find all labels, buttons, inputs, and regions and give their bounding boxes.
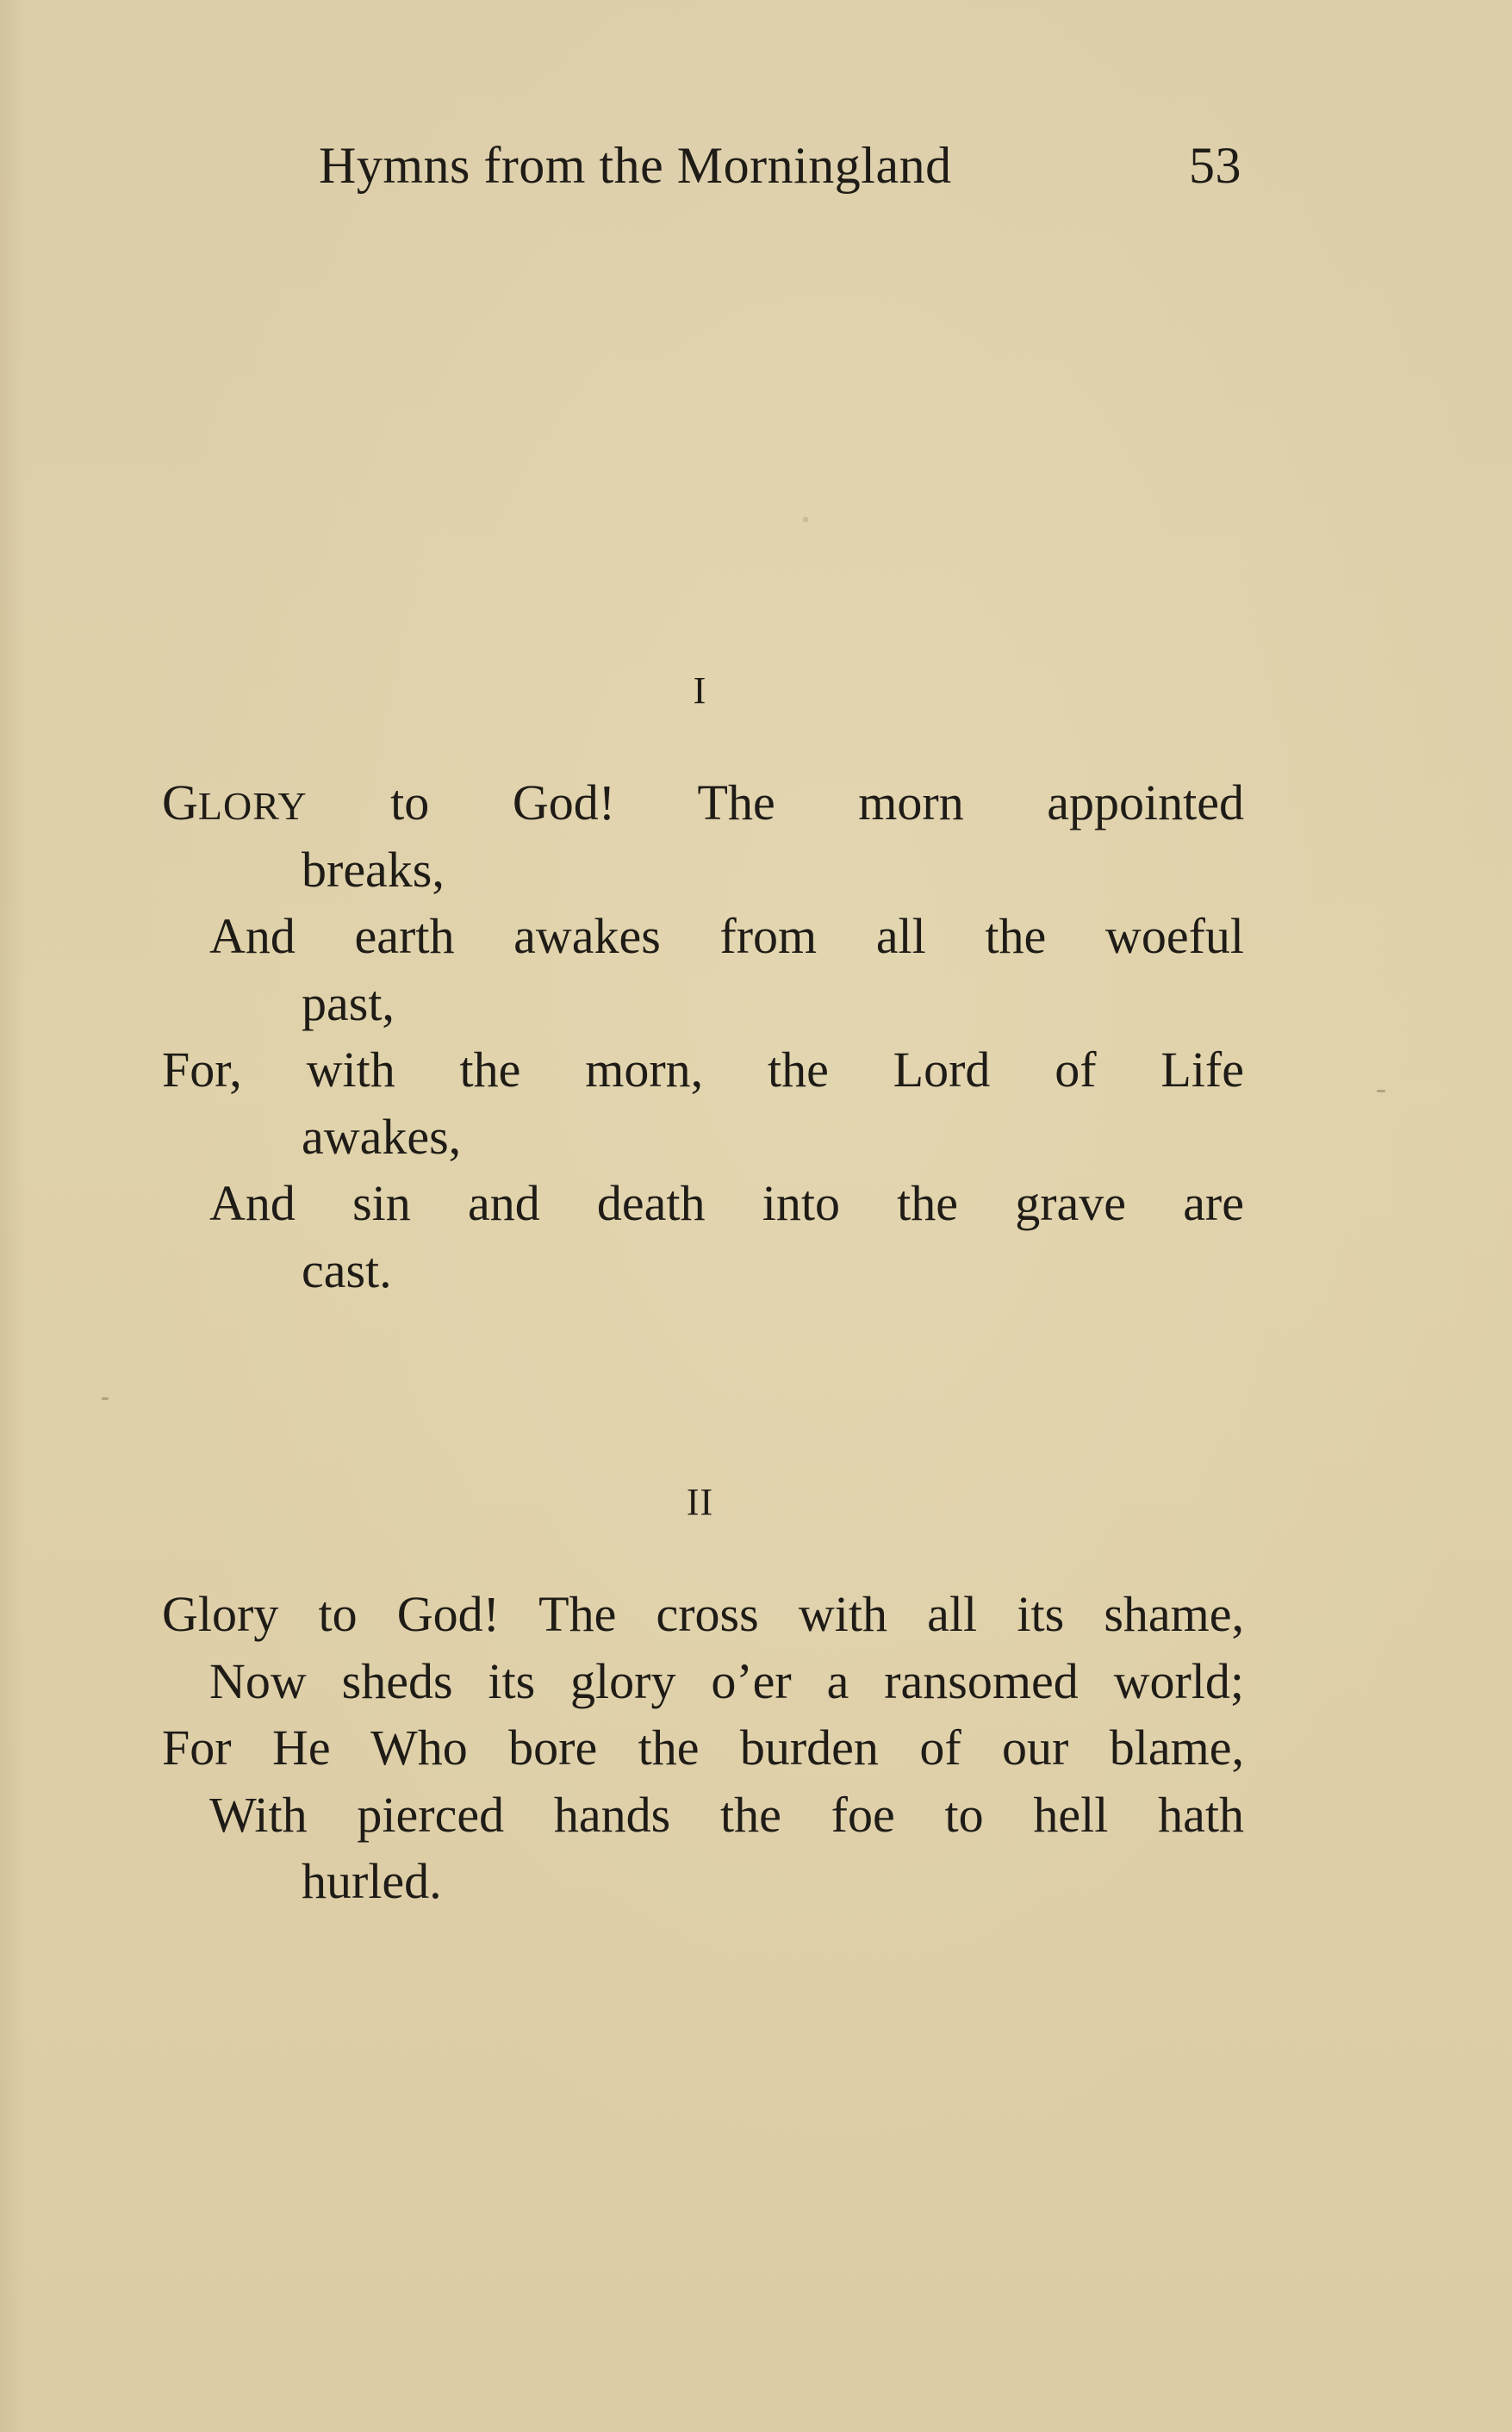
verse-line: breaks, [302,841,445,898]
verse-line: awakes, [302,1108,462,1165]
verse-line: cast. [302,1241,392,1298]
verse-line-text: to God! The morn appointed [390,774,1245,830]
running-head-title: Hymns from the Morningland [319,137,952,194]
verse-line: Glory to God! The cross with all its shame, [162,1586,1244,1642]
small-caps-word: LORY [197,784,308,828]
page-edge-shadow [0,0,26,2432]
verse-line [162,769,1244,837]
verse-line: For, with the morn, the Lord of Life [162,1042,1244,1098]
drop-cap-letter: G [162,774,198,830]
verse-line: With pierced hands the foe to hell hath [209,1786,1244,1843]
verse-line: And earth awakes from all the woeful [209,908,1244,964]
paper-speck [1377,1090,1385,1092]
paper-speck [803,517,808,522]
stanza-1 [162,769,1244,1303]
verse-line: And sin and death into the grave are [209,1175,1244,1231]
stanza-2 [162,1581,1244,1915]
paper-speck [102,1397,109,1400]
page-number: 53 [1189,137,1241,194]
section-numeral-2: II [686,1481,714,1523]
section-numeral-1: I [693,669,707,712]
running-head [0,131,1512,200]
verse-line: hurled. [302,1853,442,1909]
verse-line: past, [302,974,395,1031]
verse-line: For He Who bore the burden of our blame, [162,1720,1244,1776]
verse-line: Now sheds its glory o’er a ransomed world; [209,1652,1244,1709]
